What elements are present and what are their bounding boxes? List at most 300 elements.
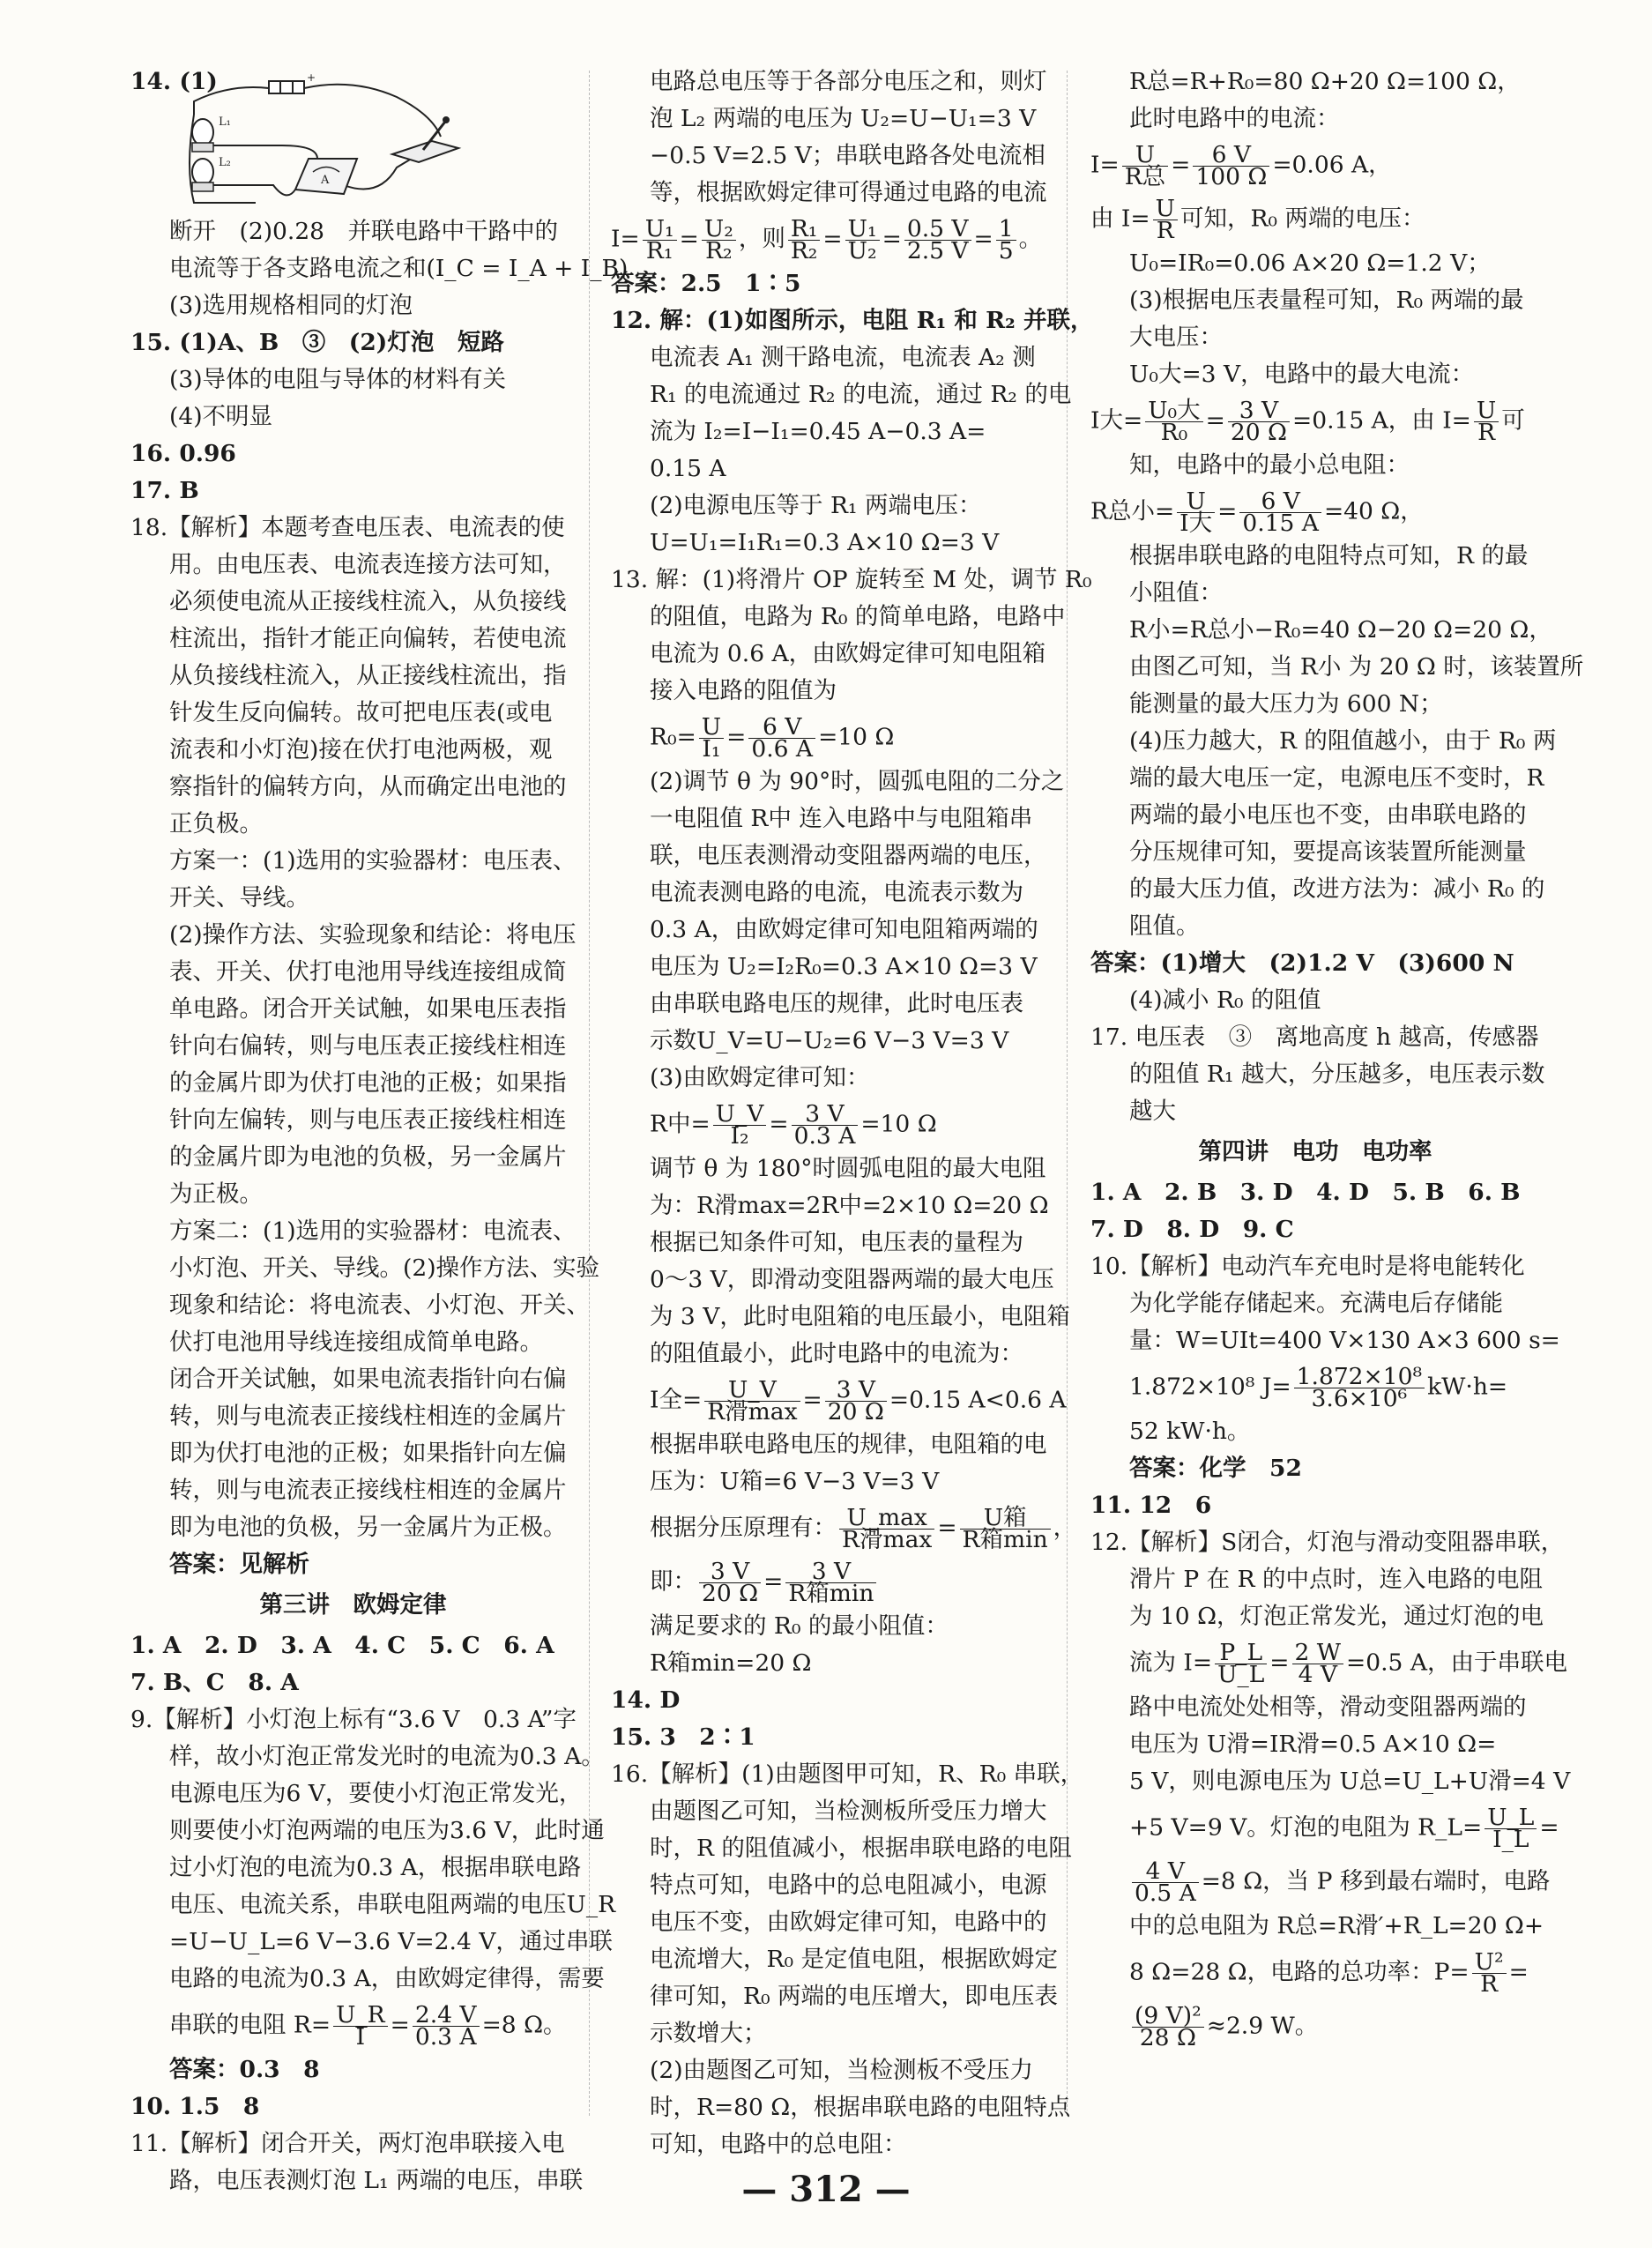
denominator: I_L xyxy=(1492,1826,1529,1853)
text-line: 示数U_V=U−U₂=6 V−3 V=3 V xyxy=(650,1027,1009,1054)
question-9 xyxy=(130,1701,616,2088)
formula-text: R₀= xyxy=(650,723,696,751)
text-line: 0.15 A xyxy=(650,455,726,482)
formula-divider-2: 即： $\frac{3 V}{20 \Omega}$ = $\frac{3 V}{\text{R箱min}}$ xyxy=(611,1554,1052,1608)
formula-text: 串联的电阻 R= xyxy=(169,2011,331,2039)
text-line: 方案一：(1)选用的实验器材：电压表、 xyxy=(169,847,577,875)
formula-text: 由 I= xyxy=(1090,205,1150,233)
numerator: U箱 xyxy=(960,1507,1051,1530)
numerator: U_R xyxy=(333,2005,388,2027)
fraction xyxy=(1153,195,1178,244)
numerator: 2 W xyxy=(1292,1642,1344,1664)
answers-row-2: 7. B、C 8. A xyxy=(130,1669,299,1696)
text-line: U₀=IR₀=0.06 A×20 Ω=1.2 V； xyxy=(1129,249,1491,277)
numerator: R₁ xyxy=(788,219,821,241)
text-line: 则要使小灯泡两端的电压为3.6 V，此时通 xyxy=(169,1817,605,1844)
text-line: 闭合开关试触，如果电流表指针向右偏 xyxy=(169,1366,567,1393)
text-line: 示数增大； xyxy=(650,2020,767,2047)
denominator: R₁ xyxy=(645,237,673,264)
q13-body-a xyxy=(611,599,1066,710)
q16-part3 xyxy=(1090,245,1540,393)
numerator: U_L xyxy=(1485,1807,1537,1829)
text-line: 5 V，则电源电压为 U总=U_L+U滑=4 V xyxy=(1129,1768,1571,1795)
fraction xyxy=(1132,2002,1204,2051)
page-number: — 312 — xyxy=(741,2169,911,2210)
text-line: 电压、电流关系，串联电阻两端的电压U_R xyxy=(169,1891,616,1918)
fraction xyxy=(960,1504,1051,1553)
fraction xyxy=(1177,488,1215,537)
denominator: U₂ xyxy=(847,237,877,264)
svg-text:+: + xyxy=(307,71,316,84)
fraction xyxy=(792,1100,859,1150)
svg-text:A: A xyxy=(321,174,330,187)
question-15b: 15. 3 2∶1 xyxy=(611,1723,755,1751)
numerator: U₁ xyxy=(845,219,880,241)
q16-answer: 答案：(1)增大 (2)1.2 V (3)600 N xyxy=(1090,949,1514,977)
formula-rmin: R总小= $\frac{U}{\text{I大}}$ = $\frac{6 V}{0.15 A}$ =40 Ω， xyxy=(1090,488,1424,537)
fraction xyxy=(702,215,736,264)
denominator: 0.6 A xyxy=(751,735,814,763)
formula-text: =10 Ω xyxy=(860,1110,937,1138)
text-line: 柱流出，指针才能正向偏转，若使电流 xyxy=(169,625,567,652)
text-line: 的最大压力值，改进方法为：减小 R₀ 的 xyxy=(1129,875,1545,903)
question-10: 10. 1.5 8 xyxy=(130,2093,260,2120)
text-line: 滑片 P 在 R 的中点时，连入电路的电阻 xyxy=(1129,1566,1543,1593)
formula-text: =8 Ω，当 P 移到最右端时，电路 xyxy=(1201,1867,1551,1895)
q11-head: 11.【解析】闭合开关，两灯泡串联接入电 xyxy=(130,2130,565,2157)
text-line: 为 3 V，此时电阻箱的电压最小，电阻箱 xyxy=(650,1303,1070,1330)
fraction xyxy=(713,1100,767,1150)
q11-continued xyxy=(611,63,1052,212)
text-line: 律可知，R₀ 两端的电压增大，即电压表 xyxy=(650,1983,1058,2010)
denominator: R xyxy=(1156,217,1174,244)
text-line: 调节 θ 为 180°时圆弧电阻的最大电阻 xyxy=(650,1155,1046,1182)
text-line: (3)由欧姆定律可知： xyxy=(650,1064,870,1091)
fraction xyxy=(1215,1639,1267,1688)
section-4-title: 第四讲 电功 电功率 xyxy=(1198,1138,1432,1165)
formula-text: 1.872×10⁸ J= xyxy=(1129,1373,1291,1401)
text-line: 针向左偏转，则与电压表正接线柱相连 xyxy=(169,1106,567,1134)
text-line: 中的总电阻为 R总=R滑′+R_L=20 Ω+ xyxy=(1129,1912,1544,1939)
text-line: 过小灯泡的电流为0.3 A，根据串联电路 xyxy=(169,1854,582,1881)
text-line: (2)调节 θ 为 90°时，圆弧电阻的二分之 xyxy=(650,768,1065,795)
numerator: U₀大 xyxy=(1145,400,1202,422)
formula-r0: R₀= $\frac{U}{\text{I₁}}$ = $\frac{6 V}{0.6 A}$ =10 Ω xyxy=(650,713,895,763)
formula-text: 8 Ω=28 Ω，电路的总功率：P= xyxy=(1129,1958,1470,1986)
text-line: 阻值。 xyxy=(1129,912,1200,940)
denominator: R滑max xyxy=(842,1526,933,1553)
formula-divider: 根据分压原理有： $\frac{U\_\max}{\text{R滑max}}$ = $\frac{\text{U箱}}{\text{R箱min}}$ ， xyxy=(650,1504,1077,1553)
formula-text: I= xyxy=(1090,151,1120,179)
formula-i: I= $\frac{U}{\text{R总}}$ = $\frac{6 V}{100 \Omega}$ =0.06 A， xyxy=(1090,141,1392,190)
numerator: 6 V xyxy=(1193,145,1269,167)
text-line: 根据串联电路的电阻特点可知，R 的最 xyxy=(1129,542,1529,569)
text-line: 从负接线柱流入，从正接线柱流出，指 xyxy=(169,662,567,689)
denominator: R₂ xyxy=(790,237,818,264)
fraction xyxy=(1228,397,1290,446)
text-line: 接入电路的阻值为 xyxy=(650,677,837,704)
denominator: 0.5 A xyxy=(1135,1880,1196,1907)
text-line: 一电阻值 R中 连入电路中与电阻箱串 xyxy=(650,805,1033,832)
text-line: 17. 电压表 ③ 离地高度 h 越高，传感器 xyxy=(1090,1024,1539,1051)
denominator: R₀ xyxy=(1160,419,1188,446)
fraction xyxy=(839,1504,934,1553)
numerator: (9 V)² xyxy=(1132,2006,1204,2028)
text-line: 电源电压为6 V，要使小灯泡正常发光， xyxy=(169,1780,583,1807)
q13-body-e xyxy=(611,1608,1052,1682)
text-line: 联，电压表测滑动变阻器两端的电压， xyxy=(650,842,1047,869)
text-line: 的阻值最小，此时电路中的电流为： xyxy=(650,1340,1023,1367)
text-line: 由图乙可知，当 R小 为 20 Ω 时，该装置所 xyxy=(1129,653,1584,681)
text-line: 电流表 A₁ 测干路电流，电流表 A₂ 测 xyxy=(650,344,1036,371)
text-line: 流表和小灯泡)接在伏打电池两极，观 xyxy=(169,736,553,763)
fraction xyxy=(1474,397,1499,446)
text-line: (3)导体的电阻与导体的材料有关 xyxy=(169,366,507,393)
text-line: 电压为 U滑=IR滑=0.5 A×10 Ω= xyxy=(1129,1731,1497,1758)
q12-head-text: 12. 解：(1)如图所示，电阻 R₁ 和 R₂ 并联， xyxy=(611,307,1094,334)
text-line: 时，R=80 Ω，根据串联电路的电阻特点 xyxy=(650,2094,1071,2121)
text-line: 断开 (2)0.28 并联电路中干路中的 xyxy=(169,218,559,245)
formula-text: 可知，R₀ 两端的电压： xyxy=(1179,205,1425,233)
text-line: 即为电池的负极，另一金属片为正极。 xyxy=(169,1514,567,1541)
denominator: 2.5 V xyxy=(906,237,969,264)
fraction xyxy=(845,215,880,264)
text-line: 的金属片即为电池的负极，另一金属片 xyxy=(169,1143,567,1171)
formula-il: 流为 I= $\frac{P\_L}{U\_L}$ = $\frac{2 W}{4 V}$ =0.5 A，由于串联电 xyxy=(1129,1639,1567,1688)
text-line: (2)操作方法、实验现象和结论：将电压 xyxy=(169,921,577,949)
numerator: 3 V xyxy=(825,1380,887,1402)
formula-text: R中= xyxy=(650,1110,711,1138)
formula-text: =8 Ω。 xyxy=(481,2011,567,2039)
text-line: 电压不变，由欧姆定律可知，电路中的 xyxy=(650,1909,1047,1936)
q16-continued xyxy=(1090,63,1540,138)
text-line: 针发生反向偏转。故可把电压表(或电 xyxy=(169,699,553,726)
q12b-body-a xyxy=(1090,1561,1544,1635)
numerator: 4 V xyxy=(1132,1861,1199,1883)
text-line: 电路总电压等于各部分电压之和，则灯 xyxy=(650,68,1047,95)
text-line: (4)不明显 xyxy=(169,403,273,430)
fraction xyxy=(1193,141,1269,190)
formula-text: =40 Ω， xyxy=(1323,497,1424,525)
q16-head: 16.【解析】(1)由题图甲可知，R、R₀ 串联， xyxy=(611,1760,1084,1788)
text-line: 能测量的最大压力为 600 N； xyxy=(1129,690,1443,718)
q16-body xyxy=(611,1793,1072,2163)
fraction xyxy=(1294,1363,1425,1412)
text-line: 0.3 A，由欧姆定律可知电阻箱两端的 xyxy=(650,916,1038,943)
text-line: 端的最大电压一定，电源电压不变时，R xyxy=(1129,764,1544,792)
text-line: R小=R总小−R₀=40 Ω−20 Ω=20 Ω， xyxy=(1129,616,1552,644)
text-line: 为 10 Ω，灯泡正常发光，通过灯泡的电 xyxy=(1129,1603,1544,1630)
text-line: U₀大=3 V，电路中的最大电流： xyxy=(1129,361,1475,388)
answers-row-1b: 1. A 2. B 3. D 4. D 5. B 6. B xyxy=(1090,1179,1521,1206)
fraction xyxy=(904,215,971,264)
text-line: 分压规律可知，要提高该装置所能测量 xyxy=(1129,838,1527,866)
section-3-title: 第三讲 欧姆定律 xyxy=(259,1591,447,1619)
q9-answer: 答案：0.3 8 xyxy=(169,2056,320,2083)
text-line: 表、开关、伏打电池用导线连接组成简 xyxy=(169,958,567,986)
numerator: U xyxy=(1153,198,1178,220)
q13-body-b xyxy=(611,763,1065,1097)
formula-imax: I大= $\frac{\text{U₀大}}{\text{R₀}}$ = $\frac{3 V}{20 \Omega}$ =0.15 A，由 I= $\frac{U}{R}$ 可 xyxy=(1090,397,1525,446)
text-line: (2)由题图乙可知，当检测板不受压力 xyxy=(650,2057,1034,2084)
text-line: 越大 xyxy=(1129,1098,1176,1125)
formula-text: kW·h= xyxy=(1427,1373,1508,1401)
text-line: 两端的最小电压也不变，由串联电路的 xyxy=(1129,801,1527,829)
column-1 xyxy=(130,63,629,2200)
text-line: 量：W=UIt=400 V×130 A×3 600 s= xyxy=(1129,1327,1560,1354)
q14-label: 14. (1) xyxy=(130,68,218,95)
denominator: 28 Ω xyxy=(1139,2024,1196,2051)
q10-head: 10.【解析】电动汽车充电时是将电能转化 xyxy=(1090,1253,1525,1280)
numerator: 3 V xyxy=(785,1561,876,1583)
formula-text: 可 xyxy=(1501,406,1525,435)
text-line: 大电压： xyxy=(1129,324,1223,351)
text-line: (3)选用规格相同的灯泡 xyxy=(169,292,413,319)
formula-text: 根据分压原理有： xyxy=(650,1514,837,1542)
text-line: 电路的电流为0.3 A，由欧姆定律得，需要 xyxy=(169,1965,605,1992)
text-line: 电流增大，R₀ 是定值电阻，根据欧姆定 xyxy=(650,1946,1058,1973)
q16-part4 xyxy=(1090,538,1584,945)
formula-text: 。 xyxy=(1018,225,1043,253)
denominator: U_L xyxy=(1217,1661,1265,1688)
denominator: 5 xyxy=(998,237,1014,264)
text-line: 为正极。 xyxy=(169,1180,263,1208)
q16-part3b xyxy=(1090,447,1540,484)
formula-text: I大= xyxy=(1090,406,1143,435)
numerator: 3 V xyxy=(699,1561,761,1583)
denominator: R箱min xyxy=(788,1580,874,1607)
fraction xyxy=(996,215,1016,264)
text-line: 的阻值 R₁ 越大，分压越多，电压表示数 xyxy=(1129,1061,1545,1088)
text-line: R总=R+R₀=80 Ω+20 Ω=100 Ω， xyxy=(1129,68,1521,95)
formula-text: R总小= xyxy=(1090,497,1175,525)
numerator: 3 V xyxy=(792,1104,859,1126)
q9-head: 9.【解析】小灯泡上标有“3.6 V 0.3 A”字 xyxy=(130,1706,577,1733)
text-line: 方案二：(1)选用的实验器材：电流表、 xyxy=(169,1217,577,1245)
fraction xyxy=(413,2001,480,2051)
q9-body xyxy=(130,1738,616,1998)
numerator: U_V xyxy=(704,1380,800,1402)
fraction xyxy=(785,1558,876,1607)
text-line: 流为 I₂=I−I₁=0.45 A−0.3 A= xyxy=(650,418,986,445)
text-line: U=U₁=I₁R₁=0.3 A×10 Ω=3 V xyxy=(650,529,1000,556)
fraction xyxy=(699,1558,761,1607)
numerator: U xyxy=(699,717,724,739)
denominator: R箱min xyxy=(962,1526,1048,1553)
formula-imin: I全= $\frac{U\_V}{\text{R滑max}}$ = $\frac{3 V}{20 \Omega}$ =0.15 A<0.6 A xyxy=(650,1376,1067,1425)
text-line: 小阻值： xyxy=(1129,579,1223,607)
column-2 xyxy=(611,63,1094,2163)
numerator: 1.872×10⁸ xyxy=(1294,1366,1425,1388)
formula-text: =0.5 A，由于串联电 xyxy=(1346,1649,1567,1677)
denominator: R₂ xyxy=(705,237,733,264)
question-17b xyxy=(1090,1019,1545,1130)
denominator: R xyxy=(1477,419,1496,446)
text-line: =U−U_L=6 V−3.6 V=2.4 V，通过串联 xyxy=(169,1928,613,1955)
text-line: 开关、导线。 xyxy=(169,884,309,912)
text-line: 为化学能存储起来。充满电后存储能 xyxy=(1129,1290,1503,1317)
svg-text:L₂: L₂ xyxy=(219,156,231,169)
text-line: 根据串联电路电压的规律，电阻箱的电 xyxy=(650,1431,1047,1458)
q13-head xyxy=(611,562,1092,599)
formula-rl xyxy=(1090,1800,1559,1854)
denominator: 0.3 A xyxy=(793,1122,856,1150)
numerator: 1 xyxy=(996,219,1016,241)
text-line: 小灯泡、开关、导线。(2)操作方法、实验 xyxy=(169,1254,600,1282)
text-line: 压为：U箱=6 V−3 V=3 V xyxy=(650,1468,940,1495)
formula-rl-2 xyxy=(1090,1854,1551,1908)
question-18 xyxy=(130,510,600,1583)
fraction xyxy=(333,2001,388,2051)
text-line: 0～3 V，即滑动变阻器两端的最大电压 xyxy=(650,1266,1054,1293)
denominator: I₂ xyxy=(730,1122,749,1150)
text-line: 电流表测电路的电流，电流表示数为 xyxy=(650,879,1023,906)
question-17: 17. B xyxy=(130,477,199,504)
text-line xyxy=(130,324,576,361)
formula-text: =0.15 A<0.6 A xyxy=(889,1386,1067,1414)
question-11b: 11. 12 6 xyxy=(1090,1492,1212,1519)
q16-answer-2: (4)减小 R₀ 的阻值 xyxy=(1129,986,1321,1014)
denominator: 3.6×10⁶ xyxy=(1311,1385,1408,1412)
numerator: 3 V xyxy=(1228,400,1290,422)
text-line: 单电路。闭合开关试触，如果电压表指 xyxy=(169,995,567,1023)
formula-text: ≈2.9 W。 xyxy=(1206,2012,1319,2040)
numerator: U² xyxy=(1472,1952,1507,1974)
text-line: 路中电流处处相等，滑动变阻器两端的 xyxy=(1129,1693,1527,1721)
q13-body-c xyxy=(611,1150,1070,1373)
fraction xyxy=(643,215,677,264)
formula-text: +5 V=9 V。灯泡的电阻为 R_L= xyxy=(1129,1813,1483,1842)
numerator: 6 V xyxy=(1239,491,1321,513)
denominator: 100 Ω xyxy=(1195,163,1268,190)
text-line: 正负极。 xyxy=(169,810,263,837)
q12-body xyxy=(611,339,1072,562)
numerator: 2.4 V xyxy=(413,2005,480,2027)
text-line: 转，则与电流表正接线柱相连的金属片 xyxy=(169,1403,567,1430)
fraction xyxy=(1472,1948,1507,1998)
formula-p xyxy=(1090,1945,1540,1999)
text-line: 电压为 U₂=I₂R₀=0.3 A×10 Ω=3 V xyxy=(650,953,1038,980)
numerator: U_V xyxy=(713,1104,767,1126)
question-14 xyxy=(130,63,629,324)
fraction xyxy=(1132,1857,1199,1907)
fraction xyxy=(1292,1639,1344,1688)
q12b-head: 12.【解析】S闭合，灯泡与滑动变阻器串联， xyxy=(1090,1529,1565,1556)
text-line: 知，电路中的最小总电阻： xyxy=(1129,451,1410,479)
text-line: R箱min=20 Ω xyxy=(650,1649,812,1677)
fraction xyxy=(825,1376,887,1425)
denominator: 20 Ω xyxy=(1230,419,1287,446)
question-14b: 14. D xyxy=(611,1686,681,1714)
text-line: 察指针的偏转方向，从而确定出电池的 xyxy=(169,773,567,800)
denominator: I大 xyxy=(1179,510,1213,537)
denominator: R总 xyxy=(1124,163,1166,190)
formula-p-2 xyxy=(1090,1999,1540,2052)
text-line: 满足要求的 R₀ 的最小阻值： xyxy=(650,1612,949,1640)
fraction xyxy=(748,713,815,763)
text-line: 时，R 的阻值减小，根据串联电路的电阻 xyxy=(650,1835,1072,1862)
formula-text: =10 Ω xyxy=(818,723,895,751)
formula-text: 流为 I= xyxy=(1129,1649,1213,1677)
denominator: I₁ xyxy=(702,735,721,763)
formula-text: ，则 xyxy=(738,225,785,253)
text-line: 电流等于各支路电流之和(I_C = I_A + I_B) xyxy=(169,255,629,282)
column-3 xyxy=(1090,63,1584,2052)
q10-answer: 答案：化学 52 xyxy=(1129,1455,1302,1482)
numerator: U xyxy=(1177,491,1215,513)
text-line: −0.5 V=2.5 V；串联电路各处电流相 xyxy=(650,142,1046,169)
text-line: 用。由电压表、电流表连接方法可知， xyxy=(169,551,567,578)
text-line: 泡 L₂ 两端的电压为 U₂=U−U₁=3 V xyxy=(650,105,1037,132)
fraction xyxy=(699,713,724,763)
denominator: 4 V xyxy=(1298,1661,1337,1688)
q15-first-line: 15. (1)A、B ③ (2)灯泡 短路 xyxy=(130,329,504,356)
fraction xyxy=(1145,397,1202,446)
text-line: (2)电源电压等于 R₁ 两端电压： xyxy=(650,492,982,519)
numerator: 0.5 V xyxy=(904,219,971,241)
q10-body xyxy=(1090,1285,1560,1359)
q12-head xyxy=(611,302,1094,339)
fraction xyxy=(1485,1804,1537,1853)
text-line: 可知，电路中的总电阻： xyxy=(650,2131,907,2158)
denominator: 0.3 A xyxy=(414,2023,477,2051)
numerator: U xyxy=(1474,400,1499,422)
formula-text: = xyxy=(1508,1958,1529,1986)
formula-text: 即： xyxy=(650,1567,696,1596)
text-line: 必须使电流从正接线柱流入，从负接线 xyxy=(169,588,567,615)
formula-rmid: R中= $\frac{U\_V}{\text{I₂}}$ = $\frac{3 V}{0.3 A}$ =10 Ω xyxy=(650,1100,937,1150)
text-line: 转，则与电流表正接线柱相连的金属片 xyxy=(169,1477,567,1504)
denominator: 20 Ω xyxy=(702,1580,759,1607)
numerator: 6 V xyxy=(748,717,815,739)
text-line: 特点可知，电路中的总电阻减小，电源 xyxy=(650,1872,1047,1899)
formula-text: = xyxy=(390,2011,410,2039)
formula-text: ， xyxy=(1053,1514,1077,1542)
text-line: 等，根据欧姆定律可得通过电路的电流 xyxy=(650,179,1047,206)
q9-formula xyxy=(130,1998,576,2051)
question-16: 16. 0.96 xyxy=(130,440,236,467)
text-line: 的金属片即为伏打电池的正极；如果指 xyxy=(169,1069,567,1097)
answers-row-2b: 7. D 8. D 9. C xyxy=(1090,1216,1294,1243)
formula-w xyxy=(1090,1359,1540,1413)
numerator: U xyxy=(1122,145,1168,167)
q11-answer: 答案：2.5 1∶5 xyxy=(611,270,801,297)
text-line: R₁ 的电流通过 R₂ 的电流，通过 R₂ 的电 xyxy=(650,381,1072,408)
text-line: (3)根据电压表量程可知，R₀ 两端的最 xyxy=(1129,287,1524,314)
text-line: 样，故小灯泡正常发光时的电流为0.3 A。 xyxy=(169,1743,605,1770)
text-line: 现象和结论：将电流表、小灯泡、开关、 xyxy=(169,1291,590,1319)
numerator: P_L xyxy=(1215,1642,1267,1664)
text-line: 由题图乙可知，当检测板所受压力增大 xyxy=(650,1798,1047,1825)
text-line: 由串联电路电压的规律，此时电压表 xyxy=(650,990,1023,1017)
text-line: 为：R滑max=2R中=2×10 Ω=20 Ω xyxy=(650,1192,1049,1219)
fraction xyxy=(1122,141,1168,190)
q18-head: 18.【解析】本题考查电压表、电流表的使 xyxy=(130,514,565,541)
numerator: U₂ xyxy=(702,219,736,241)
formula-text: = xyxy=(1539,1813,1559,1842)
text-line: 52 kW·h。 xyxy=(1129,1418,1251,1445)
formula-text: I= xyxy=(611,225,640,253)
text-line: 此时电路中的电流： xyxy=(1129,105,1340,132)
formula-text: =0.15 A，由 I= xyxy=(1292,406,1471,435)
formula-text: I全= xyxy=(650,1386,703,1414)
denominator: R xyxy=(1480,1970,1499,1998)
denominator: 0.15 A xyxy=(1242,510,1319,537)
formula-text: =0.06 A， xyxy=(1272,151,1392,179)
q13-head-text: 13. 解：(1)将滑片 OP 旋转至 M 处，调节 R₀ xyxy=(611,566,1092,593)
fraction xyxy=(704,1376,800,1425)
column-divider-left xyxy=(589,71,590,2116)
